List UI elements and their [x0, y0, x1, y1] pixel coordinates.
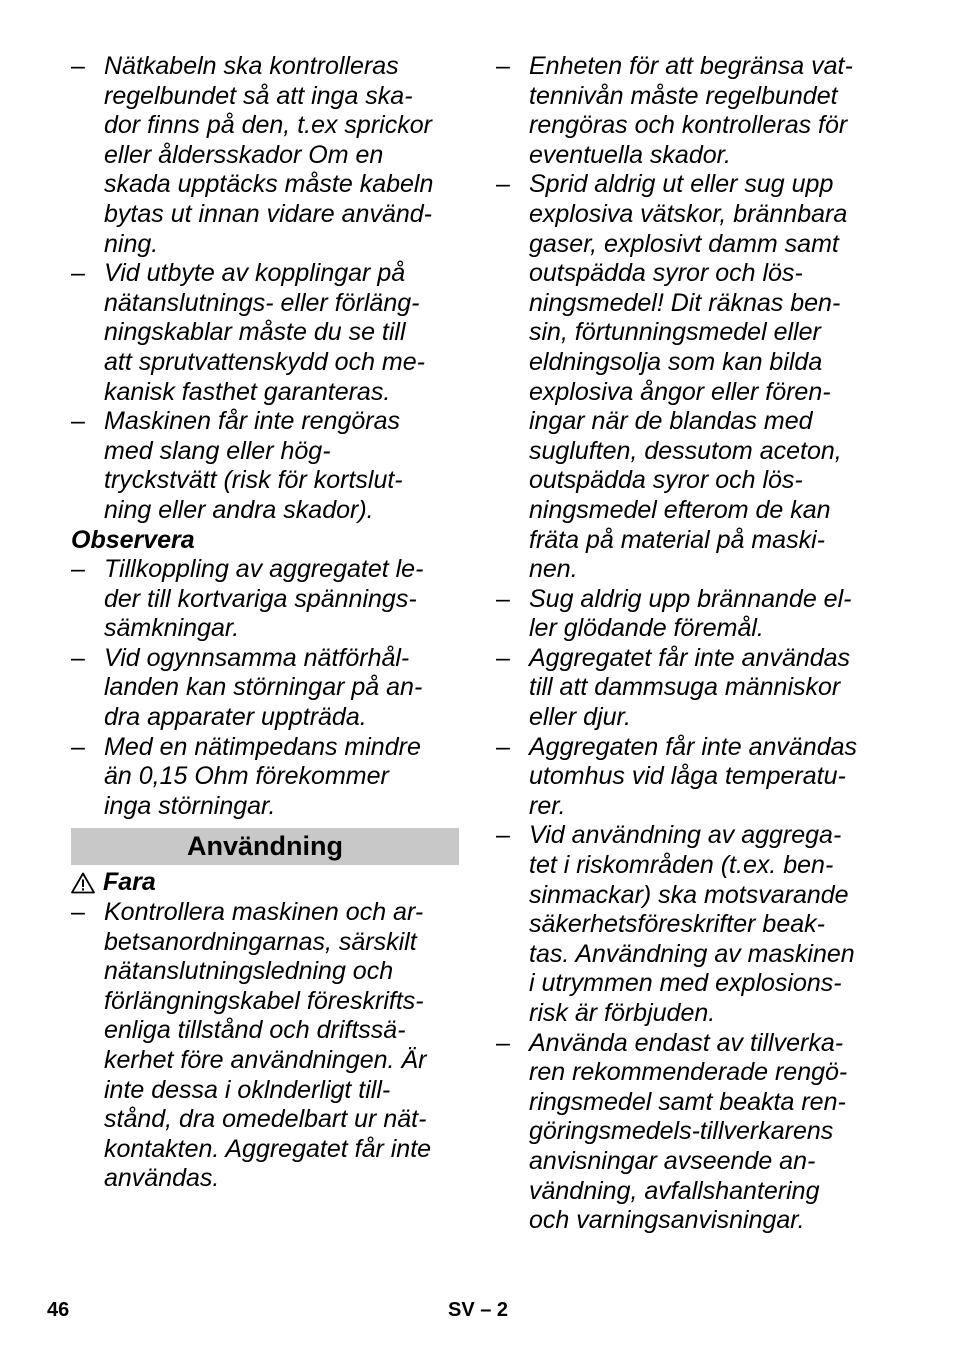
item-text-line: till att dammsuga människor	[529, 673, 841, 702]
bullet-dash: –	[496, 732, 510, 761]
item-text-line: kerhet före användningen. Är	[104, 1046, 427, 1074]
item-text-line: fräta på material på maski-	[529, 525, 825, 554]
item-text-line: eller djur.	[529, 703, 631, 732]
item-text-line: Sprid aldrig ut eller sug upp	[529, 170, 834, 199]
item-text-line: ler glödande föremål.	[529, 614, 764, 643]
item-text-line: bytas ut innan vidare använd-	[104, 199, 432, 228]
item-text-line: regelbundet så att inga ska-	[104, 81, 413, 110]
left-list-2	[71, 555, 459, 821]
item-text-line: sinmackar) ska motsvarande	[529, 880, 849, 909]
item-text-line: explosiva vätskor, brännbara	[529, 199, 848, 228]
item-text-line: förlängningskabel föreskrifts-	[104, 986, 424, 1015]
item-text-line: utomhus vid låga temperatu-	[529, 762, 846, 791]
item-text-line: tas. Användning av maskinen	[529, 939, 855, 968]
item-text-line: nätanslutningsledning och	[104, 957, 394, 986]
danger-heading: Fara	[103, 868, 156, 897]
item-text-line: betsanordningarnas, särskilt	[104, 927, 417, 956]
item-text-line: ringsmedel samt beakta ren-	[529, 1087, 846, 1116]
list-item	[496, 1029, 886, 1236]
item-text-line: Sug aldrig upp brännande el-	[529, 584, 852, 613]
bullet-dash: –	[71, 259, 85, 288]
item-text-line: tet i riskområden (t.ex. ben-	[529, 851, 834, 880]
list-item	[496, 733, 886, 822]
list-item	[71, 555, 459, 644]
item-text-line: sugluften, dessutom aceton,	[529, 436, 842, 465]
list-item	[71, 259, 459, 407]
item-text-line: ren rekommenderade rengö-	[529, 1058, 848, 1087]
warning-triangle-icon	[71, 872, 95, 894]
item-text-line: Vid ogynnsamma nätförhål-	[104, 643, 410, 672]
item-text-line: och varningsanvisningar.	[529, 1206, 805, 1235]
item-text-line: eller åldersskador Om en	[104, 140, 384, 169]
item-text-line: ning eller andra skador).	[104, 495, 374, 524]
language-code: SV – 2	[448, 1299, 509, 1321]
bullet-dash: –	[496, 643, 510, 672]
item-text-line: vändning, avfallshantering	[529, 1176, 820, 1205]
right-column	[496, 52, 886, 1236]
bullet-dash: –	[71, 555, 85, 584]
item-text-line: anvisningar avseende an-	[529, 1146, 816, 1175]
bullet-dash: –	[496, 170, 510, 199]
item-text-line: Tillkoppling av aggregatet le-	[104, 555, 424, 584]
bullet-dash: –	[71, 407, 85, 436]
right-list	[496, 52, 886, 1236]
item-text-line: Aggregatet får inte användas	[529, 643, 851, 672]
item-text-line: kontakten. Aggregatet får inte	[104, 1134, 432, 1163]
list-item	[71, 733, 459, 822]
item-text-line: landen kan störningar på an-	[104, 673, 423, 702]
observe-heading: Observera	[71, 525, 195, 554]
item-text-line: ningskablar måste du se till	[104, 318, 406, 347]
bullet-dash: –	[496, 584, 510, 613]
item-text-line: Vid utbyte av kopplingar på	[104, 259, 406, 288]
item-text-line: Nätkabeln ska kontrolleras	[104, 52, 399, 80]
item-text-line: sämkningar.	[104, 614, 240, 643]
list-item	[496, 170, 886, 584]
list-item	[71, 898, 459, 1194]
left-column	[71, 52, 459, 1194]
item-text-line: ningsmedel! Dit räknas ben-	[529, 288, 841, 317]
item-text-line: tryckstvätt (risk för kortslut-	[104, 466, 403, 495]
item-text-line: Använda endast av tillverka-	[529, 1028, 844, 1057]
item-text-line: rengöras och kontrolleras för	[529, 111, 848, 140]
item-text-line: Vid användning av aggrega-	[529, 821, 842, 850]
item-text-line: nen.	[529, 555, 578, 584]
bullet-dash: –	[71, 732, 85, 761]
bullet-dash: –	[71, 643, 85, 672]
item-text-line: nätanslutnings- eller förläng-	[104, 288, 420, 317]
bullet-dash: –	[71, 898, 85, 927]
section-title: Användning	[187, 831, 343, 862]
bullet-dash: –	[496, 821, 510, 850]
list-item	[71, 52, 459, 259]
item-text-line: stånd, dra omedelbart ur nät-	[104, 1105, 427, 1134]
item-text-line: eldningsolja som kan bilda	[529, 347, 823, 376]
bullet-dash: –	[71, 52, 85, 80]
page-number: 46	[47, 1299, 70, 1321]
item-text-line: explosiva ångor eller fören-	[529, 377, 831, 406]
list-item	[496, 585, 886, 644]
list-item	[496, 52, 886, 170]
bullet-dash: –	[496, 52, 510, 80]
item-text-line: outspädda syror och lös-	[529, 259, 803, 288]
item-text-line: Enheten för att begränsa vat-	[529, 52, 853, 80]
item-text-line: eventuella skador.	[529, 140, 731, 169]
danger-heading-row	[71, 868, 459, 898]
item-text-line: Med en nätimpedans mindre	[104, 732, 421, 761]
bullet-dash: –	[496, 1028, 510, 1057]
item-text-line: tennivån måste regelbundet	[529, 81, 838, 110]
item-text-line: kanisk fasthet garanteras.	[104, 377, 391, 406]
item-text-line: ning.	[104, 229, 159, 258]
list-item	[496, 644, 886, 733]
item-text-line: enliga tillstånd och driftssä-	[104, 1016, 406, 1045]
item-text-line: att sprutvattenskydd och me-	[104, 347, 425, 376]
item-text-line: skada upptäcks måste kabeln	[104, 170, 434, 199]
item-text-line: sin, förtunningsmedel eller	[529, 318, 821, 347]
list-item	[496, 821, 886, 1028]
item-text-line: Aggregaten får inte användas	[529, 732, 858, 761]
item-text-line: med slang eller hög-	[104, 436, 331, 465]
item-text-line: Maskinen får inte rengöras	[104, 407, 400, 436]
item-text-line: der till kortvariga spännings-	[104, 584, 417, 613]
item-text-line: säkerhetsföreskrifter beak-	[529, 910, 825, 939]
item-text-line: inte dessa i oklnderligt till-	[104, 1075, 391, 1104]
item-text-line: gaser, explosivt damm samt	[529, 229, 839, 258]
item-text-line: Kontrollera maskinen och ar-	[104, 898, 424, 927]
item-text-line: risk är förbjuden.	[529, 999, 716, 1027]
item-text-line: inga störningar.	[104, 791, 276, 820]
item-text-line: än 0,15 Ohm förekommer	[104, 762, 389, 791]
left-list-3	[71, 898, 459, 1194]
item-text-line: göringsmedels-tillverkarens	[529, 1117, 834, 1146]
item-text-line: i utrymmen med explosions-	[529, 969, 842, 998]
item-text-line: användas.	[104, 1164, 220, 1193]
item-text-line: dor finns på den, t.ex sprickor	[104, 111, 432, 140]
item-text-line: ingar när de blandas med	[529, 407, 813, 436]
left-list-1	[71, 52, 459, 526]
item-text-line: rer.	[529, 791, 566, 820]
list-item	[71, 407, 459, 525]
section-header	[71, 828, 459, 865]
item-text-line: outspädda syror och lös-	[529, 466, 803, 495]
item-text-line: ningsmedel efterom de kan	[529, 495, 831, 524]
list-item	[71, 644, 459, 733]
item-text-line: dra apparater uppträda.	[104, 703, 367, 732]
